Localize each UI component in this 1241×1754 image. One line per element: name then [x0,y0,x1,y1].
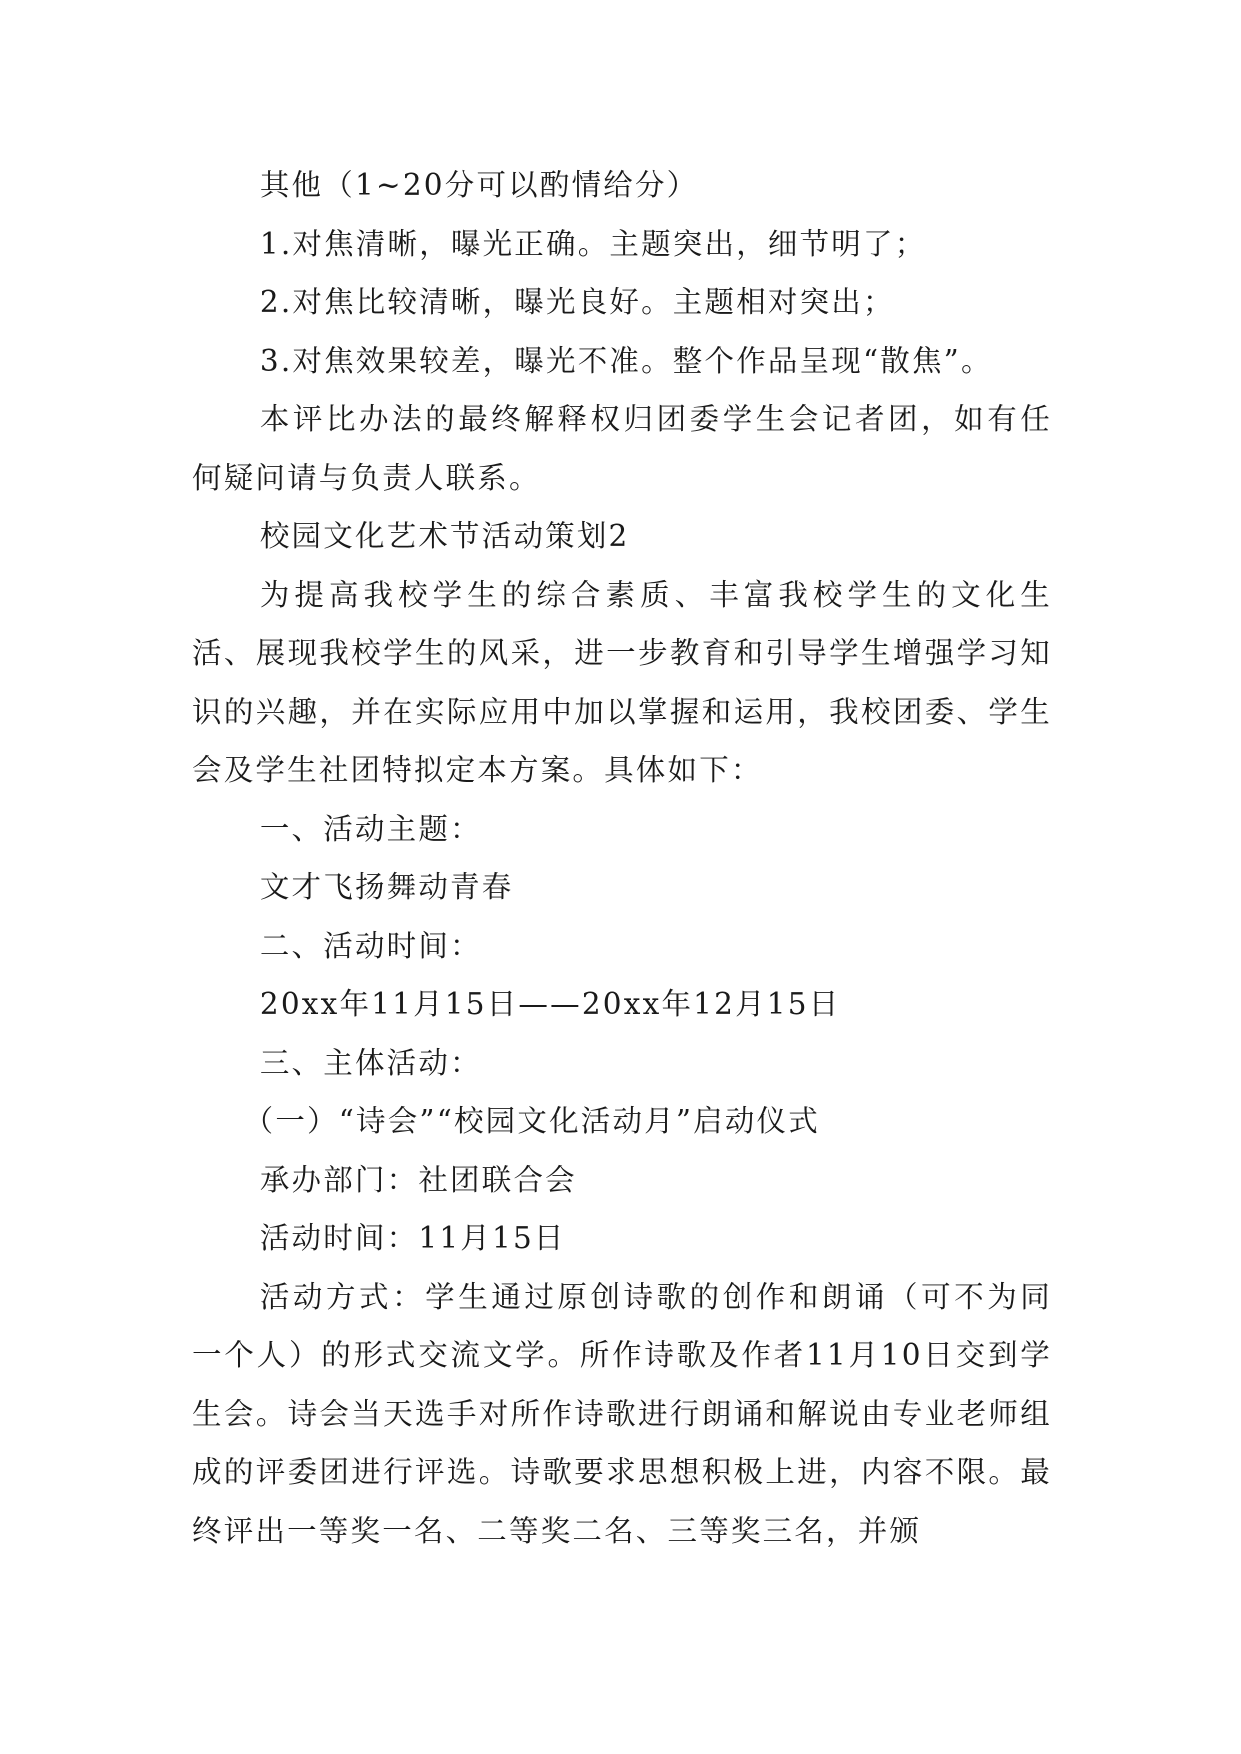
heading-activity-time: 二、活动时间： [259,928,482,963]
paragraph-criterion-1: 1.对焦清晰，曝光正确。主题突出，细节明了； [259,226,927,261]
paragraph-activity-method: 活动方式：学生通过原创诗歌的创作和朗诵（可不为同一个人）的形式交流文学。所作诗歌及作者11月10日交到学生会。诗会当天选手对所作诗歌进行朗诵和解说由专业老师组成的评委团进行评选。诗歌要求思想积极上进，内容不限。最终评出一等奖一名、二等奖二名、三等奖三名，并颁 [192,1279,1052,1548]
paragraph-time-value: 20xx年11月15日——20xx年12月15日 [259,987,841,1021]
document-body [192,156,1052,1560]
paragraph-scoring-other: 其他（1~20分可以酌情给分） [259,168,699,202]
section-title-plan-2: 校园文化艺术节活动策划2 [259,519,630,553]
paragraph-organizer: 承办部门：社团联合会 [259,1162,577,1197]
subheading-poetry-launch: （一）“诗会”“校园文化活动月”启动仪式 [243,1104,820,1138]
paragraph-criterion-2: 2.对焦比较清晰，曝光良好。主题相对突出； [259,285,895,319]
heading-activity-theme: 一、活动主题： [259,811,482,846]
paragraph-introduction: 为提高我校学生的综合素质、丰富我校学生的文化生活、展现我校学生的风采，进一步教育和引导学生增强学习知识的兴趣，并在实际应用中加以掌握和运用，我校团委、学生会及学生社团特拟定本方案。具体如下： [192,577,1052,787]
heading-main-activities: 三、主体活动： [259,1045,482,1080]
paragraph-event-date: 活动时间：11月15日 [259,1221,566,1255]
paragraph-interpretation-note: 本评比办法的最终解释权归团委学生会记者团，如有任何疑问请与负责人联系。 [192,402,1052,495]
paragraph-criterion-3: 3.对焦效果较差，曝光不准。整个作品呈现“散焦”。 [259,343,993,378]
paragraph-theme-value: 文才飞扬舞动青春 [259,870,514,904]
